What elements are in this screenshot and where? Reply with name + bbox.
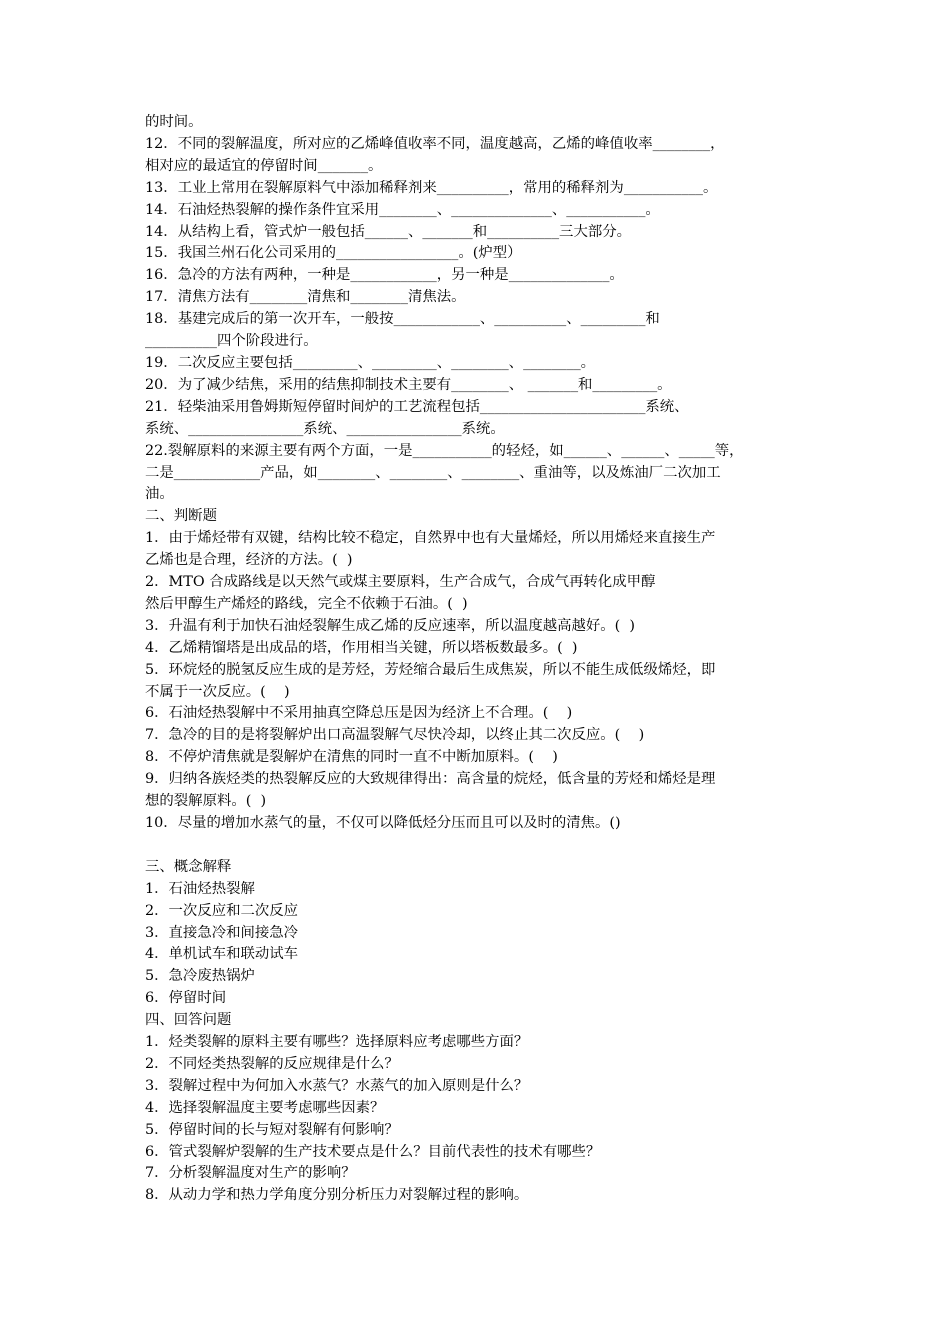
section-gap [145,835,815,857]
judgment-line: 3．升温有利于加快石油烃裂解生成乙烯的反应速率，所以温度越高越好。( ) [145,617,636,634]
question-item: 7．分析裂解温度对生产的影响？ [145,1165,356,1182]
section-heading: 三、概念解释 [145,858,232,875]
question-12-line-1: 12．不同的裂解温度，所对应的乙烯峰值收率不同，温度越高，乙烯的峰值收率________， [145,135,725,152]
concept-item: 1．石油烃热裂解 [145,880,255,897]
question-item: 8．从动力学和热力学角度分别分析压力对裂解过程的影响。 [145,1187,529,1204]
question-item: 4．选择裂解温度主要考虑哪些因素？ [145,1099,385,1116]
question-21-line-1: 21．轻柴油采用鲁姆斯短停留时间炉的工艺流程包括_______________________系统、 [145,398,689,415]
judgment-line: 4．乙烯精馏塔是出成品的塔，作用相当关键，所以塔板数最多。( ) [145,639,578,656]
concept-item: 3．直接急冷和间接急冷 [145,924,299,941]
question-14a: 14．石油烃热裂解的操作条件宜采用________、______________、___________。 [145,201,660,218]
question-22-line-1: 22.裂解原料的来源主要有两个方面，一是___________的轻烃，如______、______、_____等， [145,442,744,459]
question-20: 20．为了减少结焦，采用的结焦抑制技术主要有________、 _______和_________。 [145,376,672,393]
question-15: 15．我国兰州石化公司采用的_________________。(炉型） [145,245,522,262]
question-22-line-3: 油。 [145,486,174,503]
judgment-line: 然后甲醇生产烯烃的路线，完全不依赖于石油。( ) [145,595,468,612]
concept-item: 6．停留时间 [145,990,227,1007]
fill-in-section [145,112,815,506]
question-item: 3．裂解过程中为何加入水蒸气？水蒸气的加入原则是什么？ [145,1077,529,1094]
question-21-line-2: 系统、________________系统、________________系统。 [145,420,505,437]
section-heading: 二、判断题 [145,508,217,525]
question-18-line-2: __________四个阶段进行。 [145,333,318,350]
question-item: 6．管式裂解炉裂解的生产技术要点是什么？目前代表性的技术有哪些？ [145,1143,601,1160]
judgment-line: 2．MTO 合成路线是以天然气或煤主要原料，生产合成气，合成气再转化成甲醇 [145,574,656,591]
judgment-line: 10．尽量的增加水蒸气的量，不仅可以降低烃分压而且可以及时的清焦。() [145,815,621,831]
concept-item: 5．急冷废热锅炉 [145,968,255,985]
text-line: 的时间。 [145,114,203,130]
question-12-line-2: 相对应的最适宜的停留时间_______。 [145,157,383,174]
judgment-line: 9．归纳各族烃类的热裂解反应的大致规律得出：高含量的烷烃，低含量的芳烃和烯烃是理 [145,771,716,788]
judgment-line: 乙烯也是合理，经济的方法。( ) [145,552,353,569]
question-17: 17．清焦方法有________清焦和________清焦法。 [145,289,466,306]
concept-item: 4．单机试车和联动试车 [145,946,299,963]
judgment-section [145,506,815,835]
document-page [145,112,815,1207]
judgment-line: 8．不停炉清焦就是裂解炉在清焦的同时一直不中断加原料。( ) [145,749,558,766]
questions-section [145,1010,815,1207]
judgment-line: 1．由于烯烃带有双键，结构比较不稳定，自然界中也有大量烯烃，所以用烯烃来直接生产 [145,530,716,547]
question-16: 16．急冷的方法有两种，一种是____________，另一种是______________。 [145,267,624,284]
concept-item: 2．一次反应和二次反应 [145,902,299,919]
judgment-line: 想的裂解原料。( ) [145,793,267,810]
question-19: 19．二次反应主要包括_________、_________、________、________。 [145,354,596,371]
question-18-line-1: 18．基建完成后的第一次开车，一般按____________、__________、_________和 [145,311,660,328]
question-item: 1．烃类裂解的原料主要有哪些？选择原料应考虑哪些方面？ [145,1034,529,1051]
question-13: 13．工业上常用在裂解原料气中添加稀释剂来__________，常用的稀释剂为___________。 [145,179,718,196]
question-item: 5．停留时间的长与短对裂解有何影响？ [145,1121,399,1138]
question-22-line-2: 二是____________产品，如________、________、________、重油等，以及炼油厂二次加工 [145,464,721,481]
judgment-line: 7．急冷的目的是将裂解炉出口高温裂解气尽快冷却，以终止其二次反应。( ) [145,727,645,744]
section-heading: 四、回答问题 [145,1012,232,1029]
judgment-line: 6．石油烃热裂解中不采用抽真空降总压是因为经济上不合理。( ) [145,705,573,722]
question-14b: 14．从结构上看，管式炉一般包括______、_______和__________三大部分。 [145,223,632,240]
judgment-line: 不属于一次反应。( ) [145,683,290,700]
question-item: 2．不同烃类热裂解的反应规律是什么？ [145,1055,399,1072]
judgment-line: 5．环烷烃的脱氢反应生成的是芳烃，芳烃缩合最后生成焦炭，所以不能生成低级烯烃，即 [145,661,716,678]
concepts-section [145,857,815,1010]
